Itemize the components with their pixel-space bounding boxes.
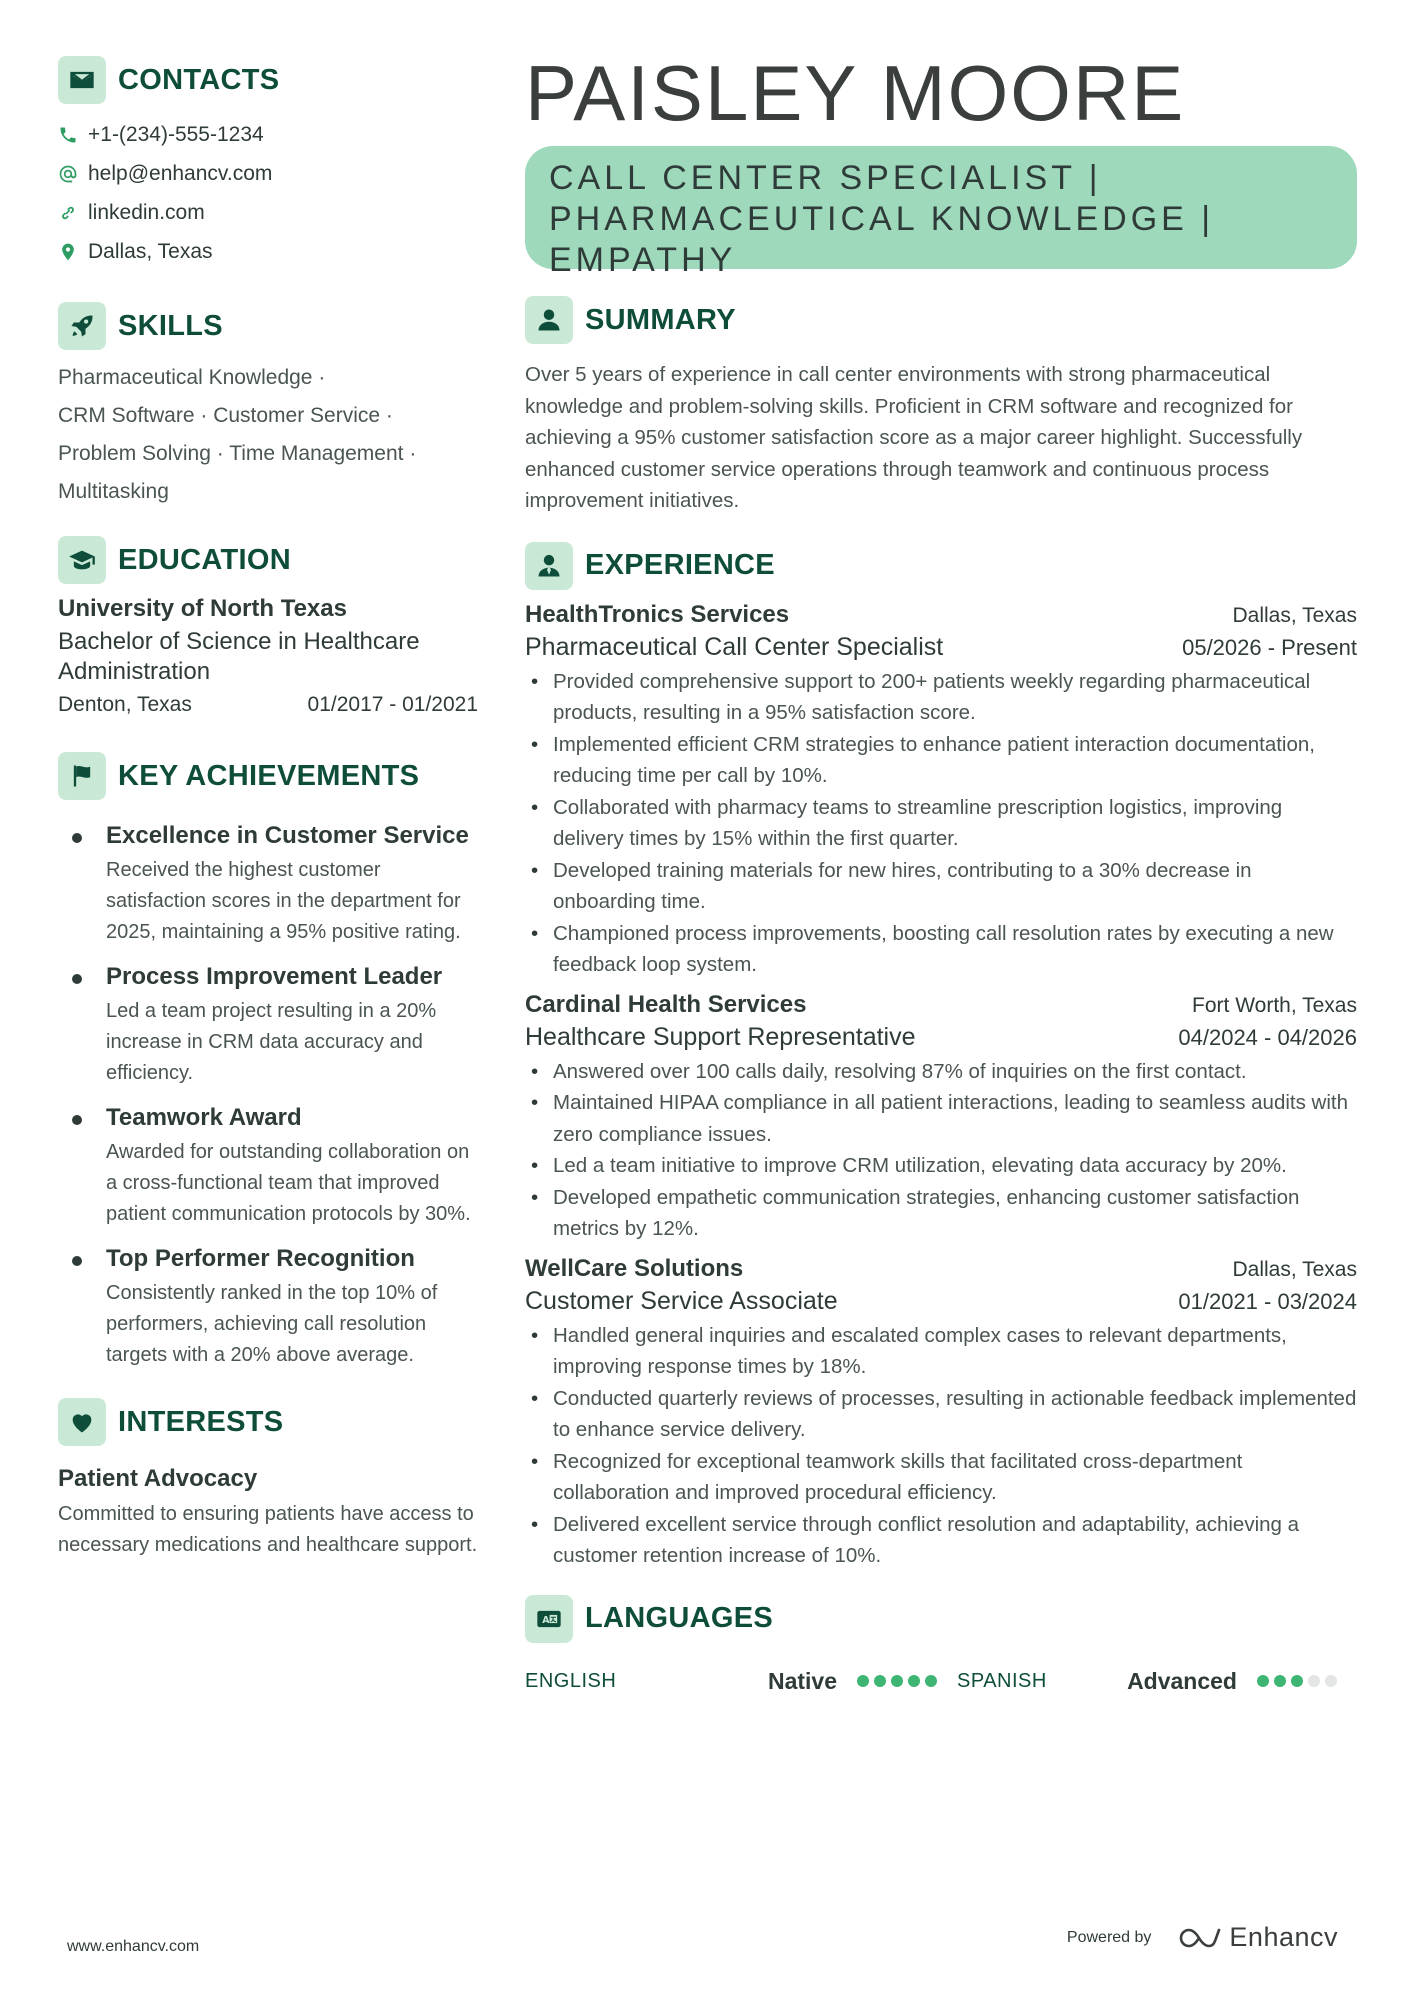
bullet-dot [72,1115,82,1125]
job-company: Cardinal Health Services [525,990,807,1018]
achievement-title: Top Performer Recognition [106,1245,415,1272]
svg-text:A: A [542,1614,550,1626]
education-meta [58,693,478,717]
summary-heading [525,295,1357,345]
job-entry [525,601,1357,981]
rating-dot-filled [908,1675,920,1687]
job-location: Dallas, Texas [1232,603,1357,627]
achievement-desc: Led a team project resulting in a 20% increase in CRM data accuracy and efficiency. [106,1000,437,1084]
achievement-desc: Received the highest customer satisfaction scores in the department for 2025, maintaining a 95% positive rating. [106,859,461,943]
job-entry [525,1255,1357,1572]
language-level: Native [767,1667,837,1694]
right-column [525,0,1357,1695]
language-icon [525,1595,573,1643]
education-school: University of North Texas [58,595,347,622]
contact-email[interactable] [58,154,478,193]
language-item [957,1668,1357,1695]
rating-dot-filled [874,1675,886,1687]
contact-location [58,232,478,271]
job-dates: 05/2026 - Present [1182,634,1357,660]
job-bullet: • Collaborated with pharmacy teams to streamline prescription logistics, improving delivery times by 15% within the first quarter. [525,792,1357,855]
bullet-dot [72,1256,82,1266]
education-title: EDUCATION [118,543,291,576]
job-bullets [525,1320,1357,1572]
skills-line: CRM Software · Customer Service · [58,404,393,427]
job-dates: 01/2021 - 03/2024 [1178,1288,1357,1314]
language-level: Advanced [1127,1667,1237,1694]
rating-dot-filled [1291,1675,1303,1687]
achievement-item [58,1244,478,1371]
job-company: HealthTronics Services [525,600,790,628]
job-bullet: • Provided comprehensive support to 200+ patients weekly regarding pharmaceutical products, resulting in a 95% satisfaction score. [525,666,1357,729]
job-entry [525,991,1357,1245]
link-icon [58,203,78,223]
language-rating-dots [857,1675,942,1687]
achievement-item [58,821,478,948]
rating-dot-filled [857,1675,869,1687]
job-bullet: • Recognized for exceptional teamwork skills that facilitated cross-department collaboration and improved procedural efficiency. [525,1446,1357,1509]
job-bullet: • Conducted quarterly reviews of processes, resulting in actionable feedback implemented to enhance service delivery. [525,1383,1357,1446]
education-heading [58,535,478,585]
job-location: Dallas, Texas [1232,1257,1357,1281]
heart-icon [58,1398,106,1446]
job-company: WellCare Solutions [525,1254,744,1282]
headline-line: CALL CENTER SPECIALIST | [549,159,1102,197]
job-location: Fort Worth, Texas [1192,993,1357,1017]
summary-title: SUMMARY [585,303,736,336]
contact-phone-text: +1-(234)-555-1234 [88,122,264,146]
skills-line: Multitasking [58,480,169,503]
job-bullets [525,666,1357,981]
rating-dot-empty [1308,1675,1320,1687]
language-rating-dots [1257,1675,1342,1687]
interests-heading [58,1397,478,1447]
job-bullet: • Implemented efficient CRM strategies to enhance patient interaction documentation, reducing time per call by 10%. [525,729,1357,792]
contact-linkedin-text: linkedin.com [88,200,205,224]
skills-title: SKILLS [118,309,223,342]
job-bullet: • Delivered excellent service through conflict resolution and adaptability, achieving a customer retention increase of 10%. [525,1509,1357,1572]
experience-title: EXPERIENCE [585,549,775,581]
rocket-icon [58,302,106,350]
education-dates: 01/2017 - 01/2021 [307,693,478,716]
interest-desc: Committed to ensuring patients have access to necessary medications and healthcare support. [58,1503,478,1556]
enhancv-logo-icon [1177,1925,1221,1951]
contacts-title: CONTACTS [118,63,280,96]
headline-line: PHARMACEUTICAL KNOWLEDGE | [549,200,1215,238]
experience-heading [525,541,1357,591]
job-bullet: • Developed empathetic communication strategies, enhancing customer satisfaction metrics by 12%. [525,1182,1357,1245]
languages-heading [525,1594,1357,1644]
job-dates: 04/2024 - 04/2026 [1178,1024,1357,1050]
footer-branding [1067,1922,1338,1953]
achievement-title: Teamwork Award [106,1104,302,1131]
education-location: Denton, Texas [58,693,192,716]
rating-dot-filled [891,1675,903,1687]
job-role: Pharmaceutical Call Center Specialist [525,632,944,661]
job-role: Customer Service Associate [525,1286,838,1315]
user-icon [525,296,573,344]
language-name: SPANISH [957,1669,1047,1692]
rating-dot-filled [925,1675,937,1687]
interests-title: INTERESTS [118,1405,284,1438]
location-pin-icon [58,242,78,262]
interest-title: Patient Advocacy [58,1465,258,1492]
job-bullet: • Led a team initiative to improve CRM utilization, elevating data accuracy by 20%. [525,1150,1357,1182]
envelope-icon [58,56,106,104]
skills-line: Pharmaceutical Knowledge · [58,366,326,389]
headline-banner [525,146,1357,279]
achievements-heading [58,751,478,801]
achievements-title: KEY ACHIEVEMENTS [118,759,420,792]
languages-title: LANGUAGES [585,1602,773,1634]
achievement-item [58,962,478,1089]
achievement-desc: Awarded for outstanding collaboration on a cross-functional team that improved patient communication protocols by 30%. [106,1141,471,1225]
bullet-dot [72,974,82,984]
achievement-title: Excellence in Customer Service [106,822,469,849]
job-role: Healthcare Support Representative [525,1022,916,1051]
contacts-heading [58,55,478,105]
languages-row [525,1668,1357,1695]
language-name: ENGLISH [525,1669,617,1692]
achievement-item [58,1103,478,1230]
rating-dot-filled [1257,1675,1269,1687]
job-bullet: • Maintained HIPAA compliance in all patient interactions, leading to seamless audits with zero compliance issues. [525,1087,1357,1150]
flag-icon [58,752,106,800]
phone-icon [58,125,78,145]
skills-line: Problem Solving · Time Management · [58,442,417,465]
graduation-cap-icon [58,536,106,584]
contact-linkedin[interactable] [58,193,478,232]
job-bullet: • Handled general inquiries and escalated complex cases to relevant departments, improving response times by 18%. [525,1320,1357,1383]
skills-list [58,359,478,511]
at-icon [58,164,78,184]
enhancv-logo-text: Enhancv [1229,1922,1338,1952]
enhancv-logo[interactable] [1177,1922,1338,1953]
job-bullets [525,1056,1357,1245]
language-item [525,1668,957,1695]
contact-location-text: Dallas, Texas [88,239,213,263]
footer-website[interactable]: www.enhancv.com [67,1938,200,1955]
rating-dot-filled [1274,1675,1286,1687]
job-bullet: • Answered over 100 calls daily, resolving 87% of inquiries on the first contact. [525,1056,1357,1088]
powered-by-text: Powered by [1066,1928,1152,1946]
job-bullet: • Championed process improvements, boosting call resolution rates by executing a new feedback loop system. [525,918,1357,981]
rating-dot-empty [1325,1675,1337,1687]
left-column [58,0,478,1561]
bullet-dot [72,833,82,843]
achievement-desc: Consistently ranked in the top 10% of performers, achieving call resolution targets with a 20% above average. [106,1282,438,1366]
businessman-icon [525,542,573,590]
skills-heading [58,301,478,351]
summary-text: Over 5 years of experience in call center environments with strong pharmaceutical knowledge and problem-solving skills. Proficient in CRM software and recognized for achieving a 95% customer satisfaction score as a major career highlight. Successfully enhanced customer service operations through teamwork and continuous process improvement initiatives. [525,363,1303,512]
education-degree: Bachelor of Science in Healthcare Administration [58,628,420,685]
job-bullet: • Developed training materials for new hires, contributing to a 30% decrease in onboarding time. [525,855,1357,918]
contact-email-text: help@enhancv.com [88,161,273,185]
headline-line: EMPATHY [549,241,737,279]
candidate-name: PAISLEY MOORE [525,49,1186,137]
contact-phone[interactable] [58,115,478,154]
achievement-title: Process Improvement Leader [106,963,443,990]
